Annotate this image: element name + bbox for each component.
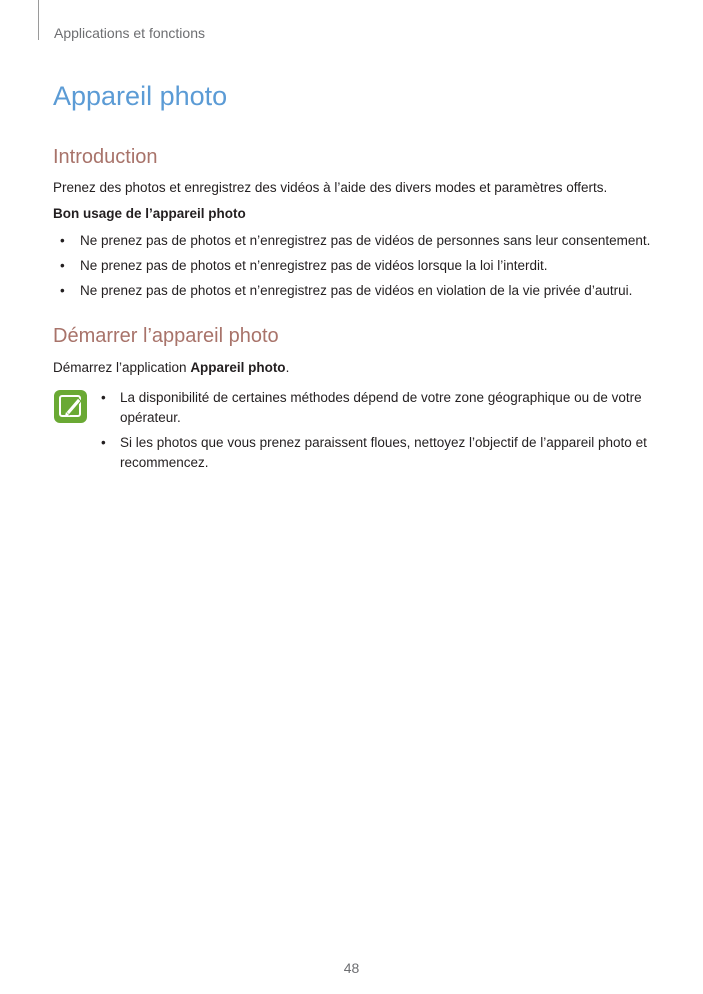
bullet-icon: • [60, 233, 65, 248]
start-text-prefix: Démarrez l’application [53, 360, 191, 375]
list-item-text: Ne prenez pas de photos et n’enregistrez pas de vidéos en violation de la vie privée d’autrui. [80, 283, 633, 298]
list-item-text: Ne prenez pas de photos et n’enregistrez pas de vidéos de personnes sans leur consentement. [80, 233, 651, 248]
app-name: Appareil photo [190, 360, 286, 375]
introduction-text: Prenez des photos et enregistrez des vidéos à l’aide des divers modes et paramètres offerts. [53, 180, 608, 195]
note-item-text: Si les photos que vous prenez paraissent floues, nettoyez l’objectif de l’appareil photo et recommencez. [120, 435, 647, 470]
header-rule [38, 0, 39, 40]
start-camera-text [53, 360, 289, 375]
bullet-icon: • [60, 258, 65, 273]
start-text-suffix: . [285, 360, 290, 375]
note-item [101, 433, 651, 473]
introduction-heading: Introduction [53, 146, 158, 168]
note-pencil-icon [54, 390, 87, 423]
page-number: 48 [343, 960, 360, 976]
list-item [60, 283, 632, 298]
page-title: Appareil photo [53, 81, 228, 111]
list-item [60, 258, 548, 273]
start-camera-heading: Démarrer l’appareil photo [53, 325, 279, 347]
list-item-text: Ne prenez pas de photos et n’enregistrez pas de vidéos lorsque la loi l’interdit. [80, 258, 548, 273]
bullet-icon: • [101, 390, 106, 405]
bullet-icon: • [101, 435, 106, 450]
list-item [60, 233, 650, 248]
note-item-text: La disponibilité de certaines méthodes dépend de votre zone géographique ou de votre opérateur. [120, 390, 642, 425]
camera-usage-subheading: Bon usage de l’appareil photo [53, 206, 246, 221]
note-item [101, 388, 651, 428]
bullet-icon: • [60, 283, 65, 298]
header-title: Applications et fonctions [54, 25, 205, 41]
